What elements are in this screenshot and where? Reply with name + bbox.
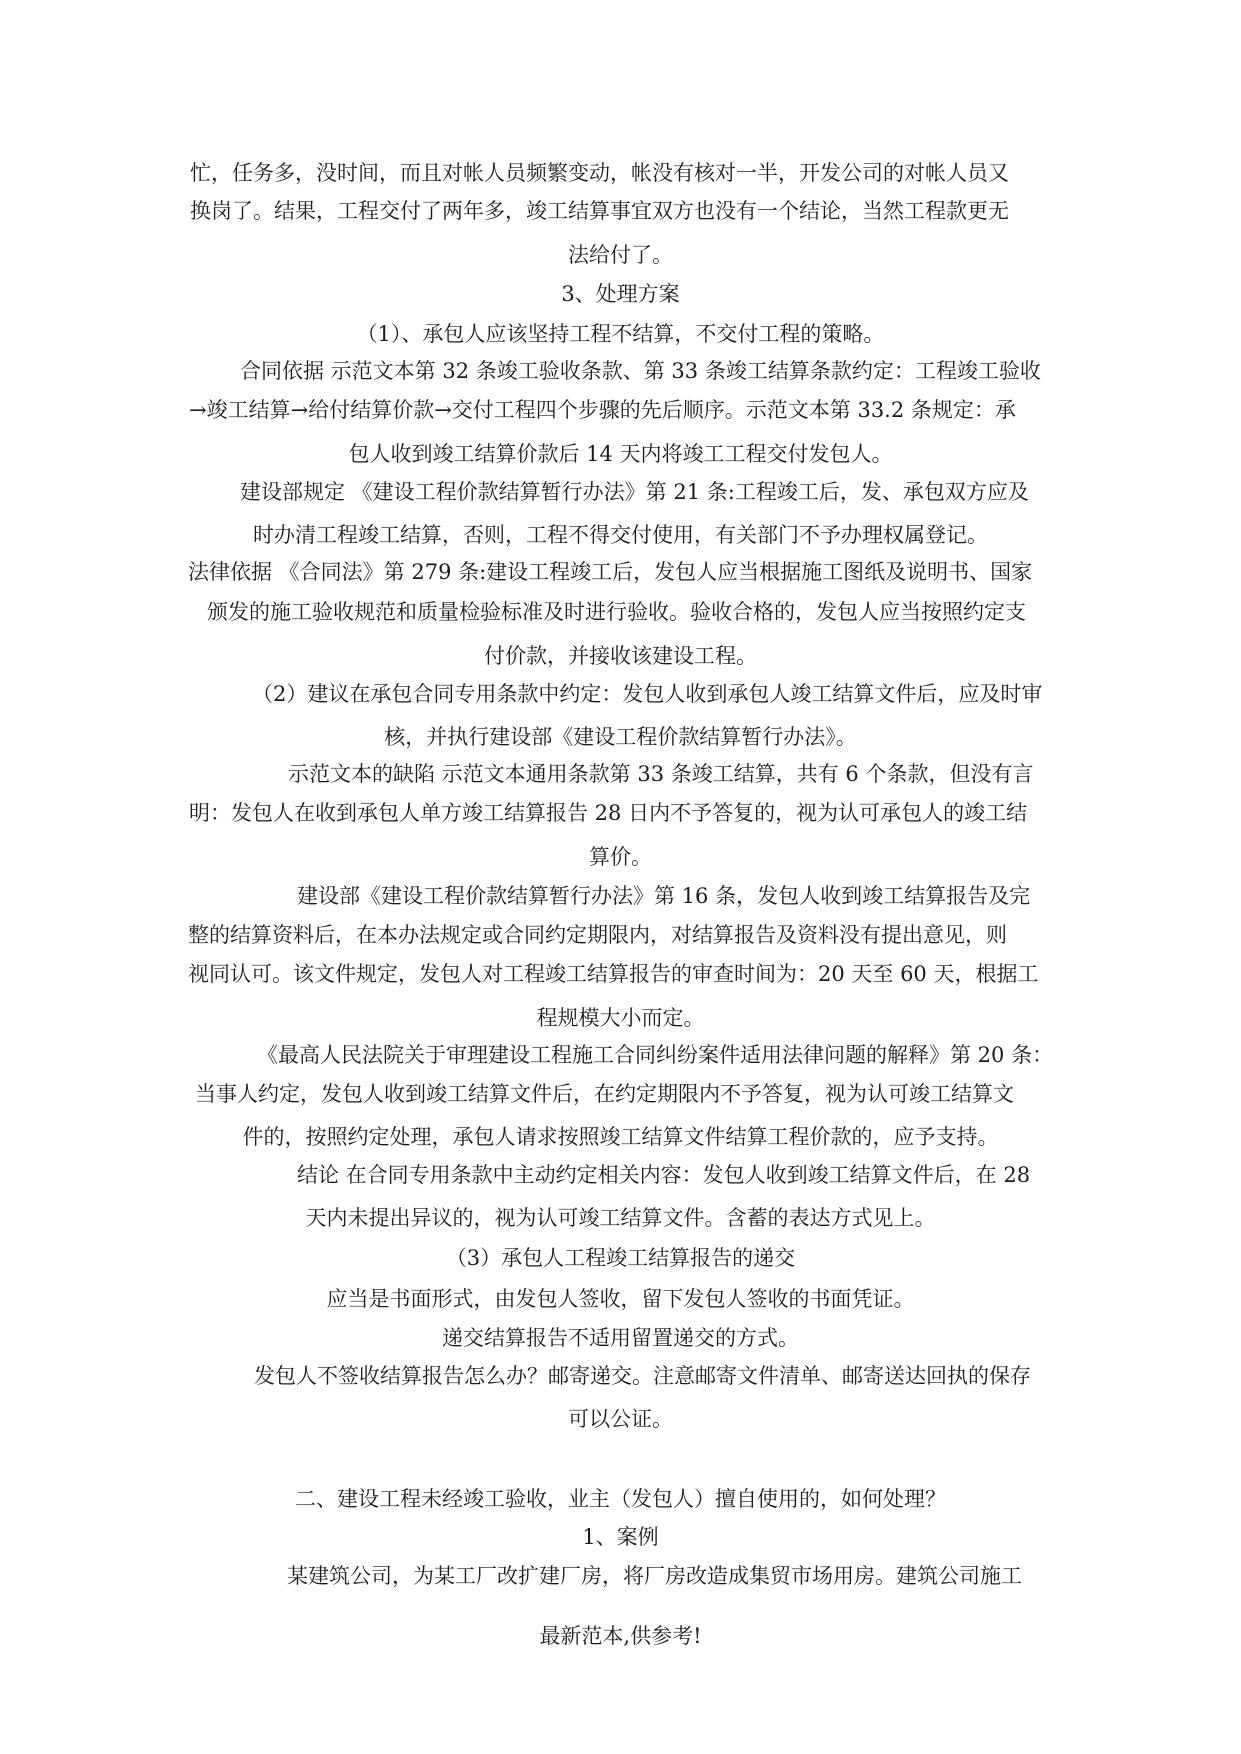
subheading-3: （3）承包人工程竣工结算报告的递交 [445, 1246, 796, 1270]
text-line-2-clip [0, 199, 1058, 229]
case-heading: 1、案例 [582, 1525, 659, 1549]
text-line-11: 法律依据 《合同法》第 279 条:建设工程竣工后，发包人应当根据施工图纸及说明书、国家 [188, 560, 1033, 584]
text-line-1-clip [0, 161, 1058, 191]
text-line-21-clip [0, 962, 1058, 992]
text-line-19-clip [0, 884, 1058, 914]
text-line-20: 整的结算资料后，在本办法规定或合同约定期限内，对结算报告及资料没有提出意见，则 [188, 923, 1007, 947]
section-heading-3: 3、处理方案 [561, 282, 680, 306]
text-line-8: 包人收到竣工结算价款后 14 天内将竣工工程交付发包人。 [348, 442, 893, 466]
text-line-11-clip [0, 560, 1058, 590]
text-line-16: 示范文本的缺陷 示范文本通用条款第 33 条竣工结算，共有 6 个条款，但没有言 [288, 762, 1034, 786]
text-line-35-clip [0, 1564, 1058, 1594]
text-line-26-clip [0, 1163, 1058, 1193]
text-line-24-clip [0, 1082, 1058, 1112]
text-line-17: 明：发包人在收到承包人单方竣工结算报告 28 日内不予答复的，视为认可承包人的竣工结 [189, 801, 1028, 825]
text-line-18: 算价。 [589, 845, 652, 869]
subheading-1: （1）、承包人应该坚持工程不结算，不交付工程的策略。 [356, 322, 885, 346]
text-line-22: 程规模大小而定。 [536, 1006, 705, 1030]
text-line-19: 建设部《建设工程价款结算暂行办法》第 16 条，发包人收到竣工结算报告及完 [297, 884, 1031, 908]
text-line-3: 法给付了。 [568, 243, 673, 267]
text-line-13: 付价款，并接收该建设工程。 [484, 644, 757, 668]
text-line-27: 天内未提出异议的，视为认可竣工结算文件。含蓄的表达方式见上。 [305, 1206, 936, 1230]
text-line-32: 可以公证。 [568, 1407, 673, 1431]
section-heading-2: 二、建设工程未经竣工验收，业主（发包人）擅自使用的，如何处理？ [295, 1487, 946, 1511]
text-line-30: 递交结算报告不适用留置递交的方式。 [442, 1326, 799, 1350]
page-footer: 最新范本,供参考! [539, 1624, 702, 1648]
text-line-20-clip [0, 923, 1058, 953]
text-line-31-clip [0, 1364, 1058, 1394]
text-line-12: 颁发的施工验收规范和质量检验标准及时进行验收。验收合格的，发包人应当按照约定支 [207, 600, 1026, 624]
text-line-21: 视同认可。该文件规定，发包人对工程竣工结算报告的审查时间为：20 天至 60 天，根据工 [188, 962, 1039, 986]
text-line-16-clip [0, 762, 1058, 792]
text-line-12-clip [0, 600, 1058, 630]
text-line-6-clip [0, 359, 1058, 389]
text-line-9: 建设部规定 《建设工程价款结算暂行办法》第 21 条:工程竣工后，发、承包双方应及 [240, 480, 1029, 504]
text-line-2: 换岗了。结果，工程交付了两年多，竣工结算事宜双方也没有一个结论，当然工程款更无 [190, 199, 1009, 223]
text-line-7-clip [0, 398, 1058, 428]
text-line-35: 某建筑公司，为某工厂改扩建厂房，将厂房改造成集贸市场用房。建筑公司施工 [287, 1564, 1022, 1588]
text-line-7: →竣工结算→给付结算价款→交付工程四个步骤的先后顺序。示范文本第 33.2 条规定：承 [189, 398, 1016, 422]
text-line-17-clip [0, 801, 1058, 831]
text-line-29: 应当是书面形式，由发包人签收，留下发包人签收的书面凭证。 [326, 1287, 915, 1311]
text-line-9-clip [0, 480, 1058, 510]
text-line-1: 忙，任务多，没时间，而且对帐人员频繁变动，帐没有核对一半，开发公司的对帐人员又 [190, 161, 1009, 185]
text-line-23-clip [0, 1043, 1058, 1073]
text-line-23: 《最高人民法院关于审理建设工程施工合同纠纷案件适用法律问题的解释》第 20 条： [257, 1043, 1054, 1067]
text-line-14: （2）建议在承包合同专用条款中约定：发包人收到承包人竣工结算文件后，应及时审 [252, 682, 1043, 706]
text-line-26: 结论 在合同专用条款中主动约定相关内容：发包人收到竣工结算文件后，在 28 [297, 1163, 1031, 1187]
text-line-25: 件的，按照约定处理，承包人请求按照竣工结算文件结算工程价款的，应予支持。 [242, 1125, 999, 1149]
text-line-14-clip [0, 682, 1058, 712]
text-line-24: 当事人约定，发包人收到竣工结算文件后，在约定期限内不予答复，视为认可竣工结算文 [195, 1082, 1014, 1106]
text-line-6: 合同依据 示范文本第 32 条竣工验收条款、第 33 条竣工结算条款约定：工程竣工验收 [240, 359, 1041, 383]
text-line-15: 核，并执行建设部《建设工程价款结算暂行办法》。 [384, 725, 857, 749]
text-line-31: 发包人不签收结算报告怎么办？邮寄递交。注意邮寄文件清单、邮寄送达回执的保存 [254, 1364, 1031, 1388]
text-line-10: 时办清工程竣工结算，否则，工程不得交付使用，有关部门不予办理权属登记。 [253, 523, 988, 547]
